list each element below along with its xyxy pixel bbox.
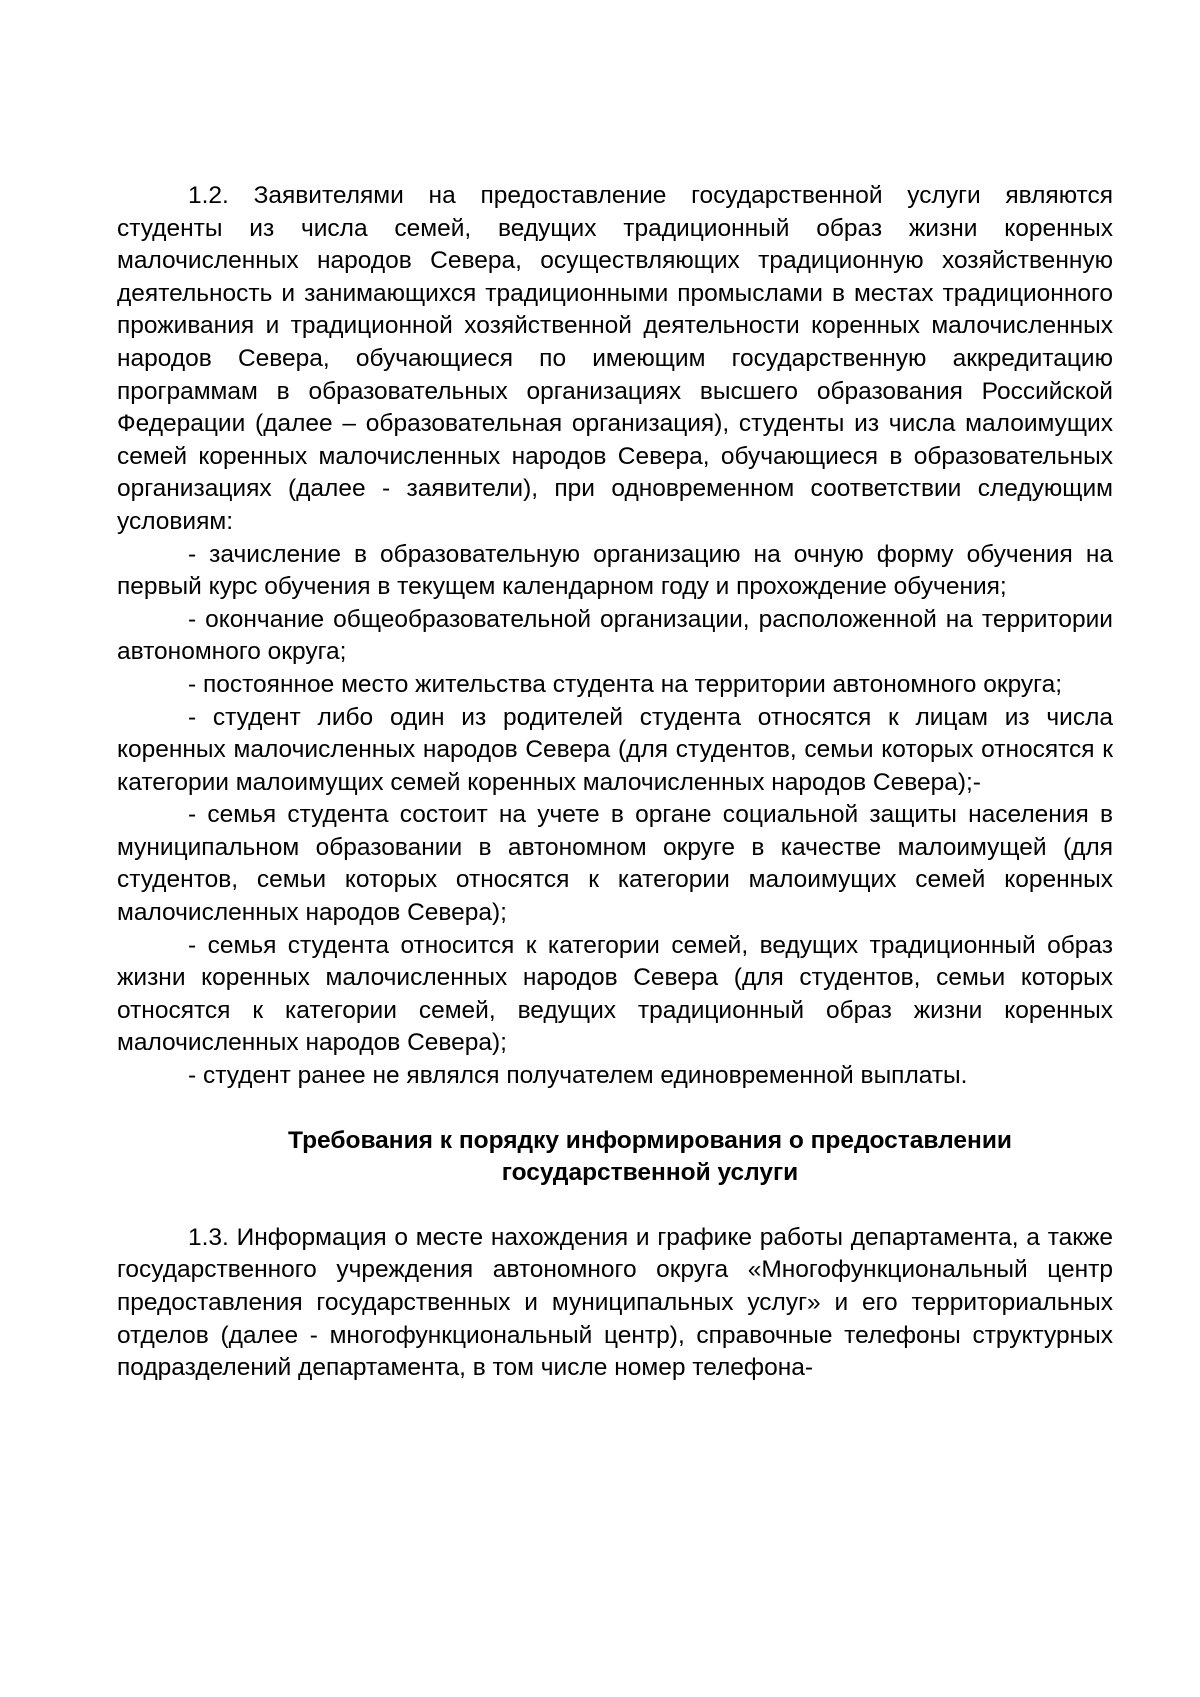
- condition-traditional-lifestyle: - семья студента относится к категории семей, ведущих традиционный образ жизни коренных малочисленных народов Севера (для студентов, семьи которых относятся к категории семей, ведущих традиционный образ жизни коренных малочисленных народов Севера);: [117, 931, 1113, 1057]
- condition-enrollment: - зачисление в образовательную организацию на очную форму обучения на первый курс обучения в текущем календарном году и прохождение обучения;: [117, 540, 1113, 601]
- section-heading-line2: государственной услуги: [501, 1159, 799, 1187]
- paragraph-applicants: 1.2. Заявителями на предоставление государственной услуги являются студенты из числа семей, ведущих традиционный образ жизни коренных малочисленных народов Севера, осуществляющих традиционную хозяйственную деятельность и занимающихся традиционными промыслами в местах традиционного проживания и традиционной хозяйственной деятельности коренных малочисленных народов Севера, обучающиеся по имеющим государственную аккредитацию программам в образовательных организациях высшего образования Российской Федерации (далее – образовательная организация), студенты из числа малоимущих семей коренных малочисленных народов Севера, обучающиеся в образовательных организациях (далее - заявители), при одновременном соответствии следующим условиям:: [117, 182, 1113, 535]
- condition-no-prior-payment: - студент ранее не являлся получателем единовременной выплаты.: [188, 1062, 968, 1090]
- condition-indigenous-origin: - студент либо один из родителей студента относятся к лицам из числа коренных малочисленных народов Севера (для студентов, семьи которых относятся к категории малоимущих семей коренных малочисленных народов Севера);-: [117, 703, 1113, 796]
- condition-school-graduation: - окончание общеобразовательной организации, расположенной на территории автономного округа;: [117, 605, 1113, 666]
- condition-low-income-registration: - семья студента состоит на учете в органе социальной защиты населения в муниципальном образовании в автономном округе в качестве малоимущей (для студентов, семьи которых относятся к категории малоимущих семей коренных малочисленных народов Севера);: [117, 801, 1113, 927]
- document-page: [117, 180, 1113, 1385]
- condition-residence: - постоянное место жительства студента на территории автономного округа;: [188, 670, 1062, 698]
- paragraph-information: 1.3. Информация о месте нахождения и графике работы департамента, а также государственного учреждения автономного округа «Многофункциональный центр предоставления государственных и муниципальных услуг» и его территориальных отделов (далее - многофункциональный центр), справочные телефоны структурных подразделений департамента, в том числе номер телефона-: [117, 1223, 1113, 1382]
- section-heading-line1: Требования к порядку информирования о предоставлении: [288, 1126, 1012, 1154]
- section-heading: [117, 1125, 1113, 1190]
